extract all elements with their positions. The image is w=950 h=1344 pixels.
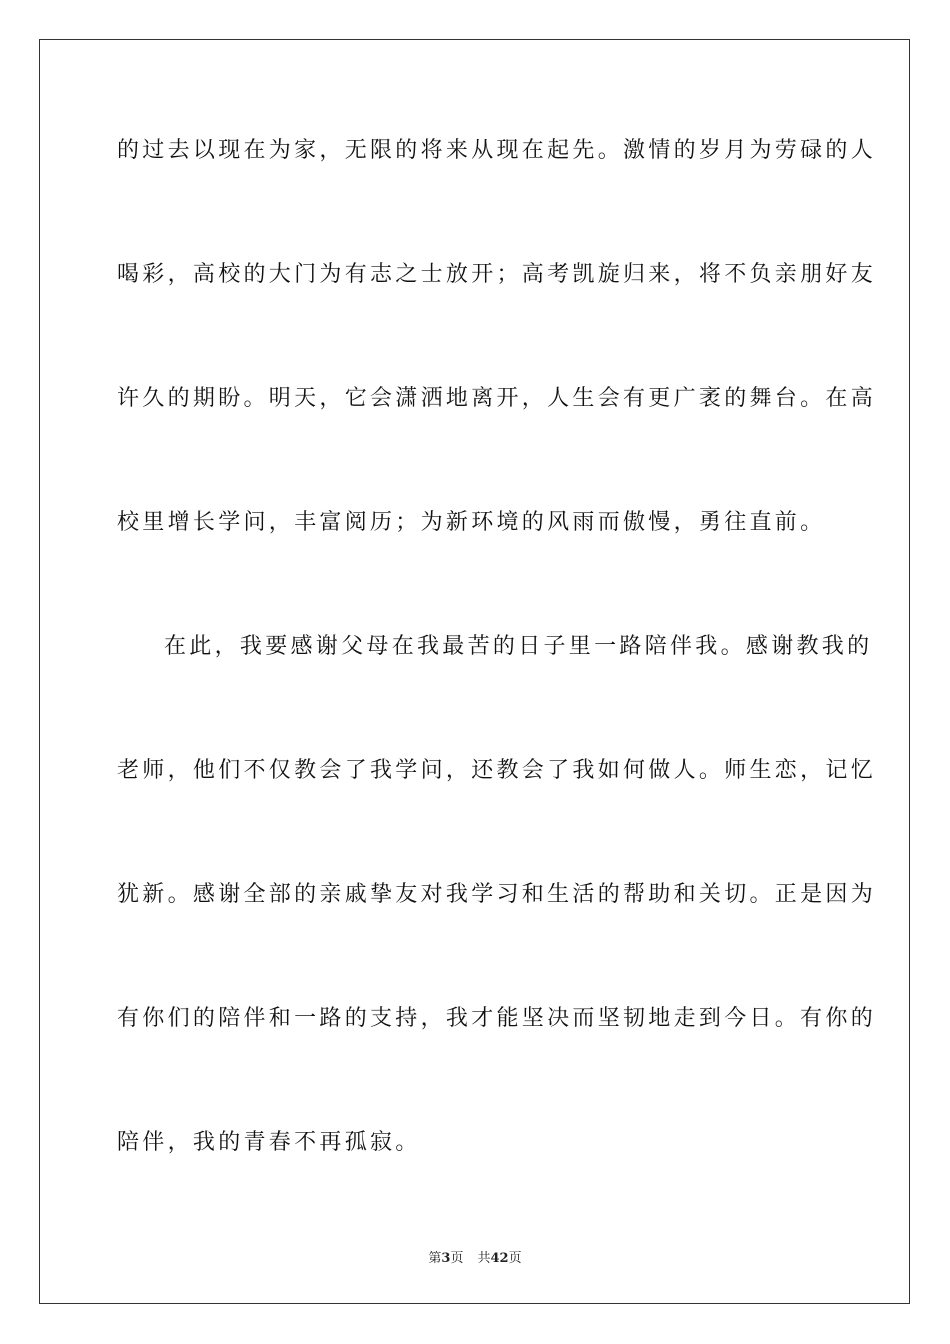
total-page-count: 42: [490, 1251, 509, 1266]
paragraph-line: 许久的期盼。明天，它会潇洒地离开，人生会有更广袤的舞台。在高: [117, 386, 877, 411]
current-page-number: 3: [441, 1251, 451, 1266]
page-suffix: 页: [450, 1251, 464, 1266]
page-border: [39, 39, 910, 1304]
paragraph-line: 的过去以现在为家，无限的将来从现在起先。激情的岁月为劳碌的人: [117, 138, 877, 163]
page-prefix: 第: [428, 1251, 442, 1266]
total-suffix: 页: [508, 1251, 522, 1266]
paragraph-line: 喝彩，高校的大门为有志之士放开；高考凯旋归来，将不负亲朋好友: [117, 262, 877, 287]
page-footer: [0, 1247, 950, 1266]
paragraph-line: 有你们的陪伴和一路的支持，我才能坚决而坚韧地走到今日。有你的: [117, 1006, 877, 1031]
paragraph-line: 在此，我要感谢父母在我最苦的日子里一路陪伴我。感谢教我的: [164, 634, 873, 659]
paragraph-line: 老师，他们不仅教会了我学问，还教会了我如何做人。师生恋，记忆: [117, 758, 877, 783]
paragraph-line: 陪伴，我的青春不再孤寂。: [117, 1130, 421, 1155]
paragraph-line: 校里增长学问，丰富阅历；为新环境的风雨而傲慢，勇往直前。: [117, 510, 826, 535]
total-prefix: 共: [477, 1251, 491, 1266]
paragraph-line: 犹新。感谢全部的亲戚挚友对我学习和生活的帮助和关切。正是因为: [117, 882, 877, 907]
